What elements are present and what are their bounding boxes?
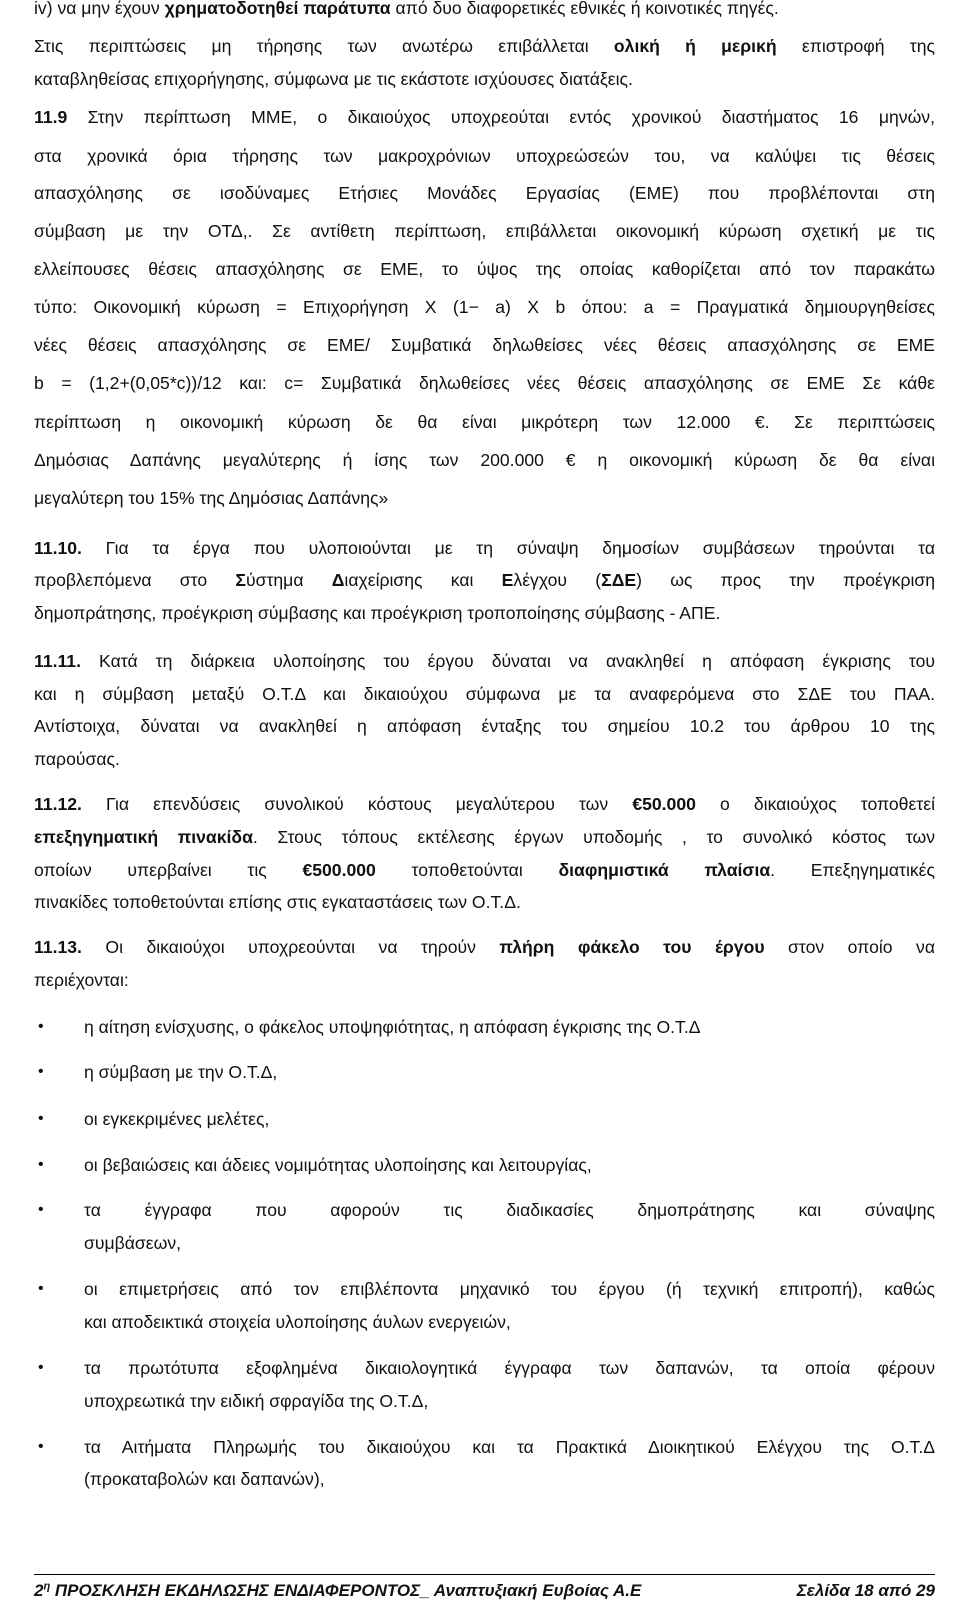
bullet-symbol: • — [38, 1156, 44, 1173]
footer-page-number: Σελίδα 18 από 29 — [796, 1581, 935, 1600]
bullet-symbol: • — [38, 1359, 44, 1376]
section-11-12-line-3: οποίων υπερβαίνει τις €500.000 τοποθετούνται διαφημιστικά πλαίσια. Επεξηγηματικές — [34, 860, 936, 880]
section-11-9-line: στα χρονικά όρια τήρησης των μακροχρόνιων υποχρεώσεών του, να καλύψει τις θέσεις — [34, 146, 935, 166]
section-11-10-line-2: προβλεπόμενα στο Σύστημα Διαχείρισης και Ελέγχου (ΣΔΕ) ως προς την προέγκριση — [34, 570, 936, 590]
bullet-symbol: • — [38, 1201, 44, 1218]
section-11-11-line-1: 11.11. Κατά τη διάρκεια υλοποίησης του έργου δύναται να ανακληθεί η απόφαση έγκρισης του — [34, 651, 935, 671]
bullet-item: η σύμβαση με την Ο.Τ.Δ, — [84, 1062, 278, 1082]
section-11-11-line: Αντίστοιχα, δύναται να ανακληθεί η απόφαση ένταξης του σημείου 10.2 του άρθρου 10 της — [34, 716, 935, 736]
section-11-12-line-2: επεξηγηματική πινακίδα. Στους τόπους εκτέλεσης έργων υποδομής , το συνολικό κόστος των — [34, 827, 935, 847]
bullet-item-continuation: και αποδεικτικά στοιχεία υλοποίησης άυλων ενεργειών, — [84, 1312, 511, 1332]
bullet-symbol: • — [38, 1063, 44, 1080]
section-11-10-line-1: 11.10. Για τα έργα που υλοποιούνται με τη σύναψη δημοσίων συμβάσεων τηρούνται τα — [34, 538, 935, 558]
section-11-10-line-3: δημοπράτησης, προέγκριση σύμβασης και προέγκριση τροποποίησης σύμβασης - ΑΠΕ. — [34, 603, 721, 623]
section-11-12-line-1: 11.12. Για επενδύσεις συνολικού κόστους μεγαλύτερου των €50.000 ο δικαιούχος τοποθετεί — [34, 794, 935, 814]
bullet-item: τα πρωτότυπα εξοφλημένα δικαιολογητικά έγγραφα των δαπανών, τα οποία φέρουν — [84, 1358, 935, 1378]
bullet-symbol: • — [38, 1018, 44, 1035]
para-penalty-line-1: Στις περιπτώσεις μη τήρησης των ανωτέρω επιβάλλεται ολική ή μερική επιστροφή της — [34, 36, 935, 56]
bullet-item: οι εγκεκριμένες μελέτες, — [84, 1109, 270, 1129]
bullet-item: οι επιμετρήσεις από τον επιβλέποντα μηχανικό του έργου (ή τεχνική επιτροπή), καθώς — [84, 1279, 935, 1299]
bullet-item: τα Αιτήματα Πληρωμής του δικαιούχου και τα Πρακτικά Διοικητικού Ελέγχου της Ο.Τ.Δ — [84, 1437, 935, 1457]
bullet-item-continuation: (προκαταβολών και δαπανών), — [84, 1469, 325, 1489]
footer-document-title: $2^\eta$ ΠΡΟΣΚΛΗΣΗ ΕΚΔΗΛΩΣΗΣ ΕΝΔΙΑΦΕΡΟΝΤΟΣ_ Αναπτυξιακή Ευβοίας Α.Ε — [34, 1580, 642, 1600]
bullet-symbol: • — [38, 1280, 44, 1297]
section-11-9-line: περίπτωση η οικονομική κύρωση δε θα είναι μικρότερη των 12.000 €. Σε περιπτώσεις — [34, 412, 935, 432]
bullet-item: οι βεβαιώσεις και άδειες νομιμότητας υλοποίησης και λειτουργίας, — [84, 1155, 592, 1175]
bullet-item-continuation: συμβάσεων, — [84, 1233, 182, 1253]
section-11-9-line: Δημόσιας Δαπάνης μεγαλύτερης ή ίσης των 200.000 € η οικονομική κύρωση δε θα είναι — [34, 450, 935, 470]
section-11-9-line-1: 11.9 Στην περίπτωση ΜΜΕ, ο δικαιούχος υποχρεούται εντός χρονικού διαστήματος 16 μηνών, — [34, 107, 935, 127]
section-11-11-line: παρούσας. — [34, 749, 120, 769]
section-11-9-number: 11.9 — [34, 107, 68, 127]
section-11-12-line-4: πινακίδες τοποθετούνται επίσης στις εγκαταστάσεις των Ο.Τ.Δ. — [34, 892, 521, 912]
section-11-9-line: ελλείπουσες θέσεις απασχόλησης σε ΕΜΕ, το ύψος της οποίας καθορίζεται από τον παρακάτω — [34, 259, 935, 279]
section-11-9-line: σύμβαση με την ΟΤΔ,. Σε αντίθετη περίπτωση, επιβάλλεται οικονομική κύρωση σχετική με τις — [34, 221, 935, 241]
section-11-9-line: τύπο: Οικονομική κύρωση = Επιχορήγηση Χ (1− a) X b όπου: a = Πραγματικά δημιουργηθείσες — [34, 297, 935, 317]
section-11-13-number: 11.13. — [34, 937, 82, 957]
bullet-symbol: • — [38, 1110, 44, 1127]
page-footer — [34, 1579, 935, 1603]
bullet-item: τα έγγραφα που αφορούν τις διαδικασίες δημοπράτησης και σύναψης — [84, 1200, 935, 1220]
bullet-item: η αίτηση ενίσχυσης, ο φάκελος υποψηφιότητας, η απόφαση έγκρισης της Ο.Τ.Δ — [84, 1017, 701, 1037]
section-11-9-line: απασχόλησης σε ισοδύναμες Ετήσιες Μονάδες Εργασίας (ΕΜΕ) που προβλέπονται στη — [34, 183, 935, 203]
para-iv: iv) να μην έχουν χρηματοδοτηθεί παράτυπα από δυο διαφορετικές εθνικές ή κοινοτικές πηγές. — [34, 0, 779, 18]
section-11-11-number: 11.11. — [34, 651, 81, 671]
section-11-9-line: b = (1,2+(0,05*c))/12 και: c= Συμβατικά δηλωθείσες νέες θέσεις απασχόλησης σε ΕΜΕ Σε κάθε — [34, 373, 935, 393]
section-11-9-line: νέες θέσεις απασχόλησης σε ΕΜΕ/ Συμβατικά δηλωθείσες νέες θέσεις απασχόλησης σε ΕΜΕ — [34, 335, 935, 355]
section-11-12-number: 11.12. — [34, 794, 82, 814]
section-11-11-line: και η σύμβαση μεταξύ Ο.Τ.Δ και δικαιούχου σύμφωνα με τα αναφερόμενα στο ΣΔΕ του ΠΑΑ. — [34, 684, 935, 704]
bullet-symbol: • — [38, 1438, 44, 1455]
section-11-10-number: 11.10. — [34, 538, 82, 558]
para-penalty-line-2: καταβληθείσας επιχορήγησης, σύμφωνα με τις εκάστοτε ισχύουσες διατάξεις. — [34, 69, 633, 89]
section-11-13-line-1: 11.13. Οι δικαιούχοι υποχρεούνται να τηρούν πλήρη φάκελο του έργου στον οποίο να — [34, 937, 935, 957]
section-11-9-line: μεγαλύτερη του 15% της Δημόσιας Δαπάνης» — [34, 488, 389, 508]
footer-divider — [34, 1574, 935, 1575]
section-11-13-line-2: περιέχονται: — [34, 970, 129, 990]
bullet-item-continuation: υποχρεωτικά την ειδική σφραγίδα της Ο.Τ.Δ, — [84, 1391, 429, 1411]
